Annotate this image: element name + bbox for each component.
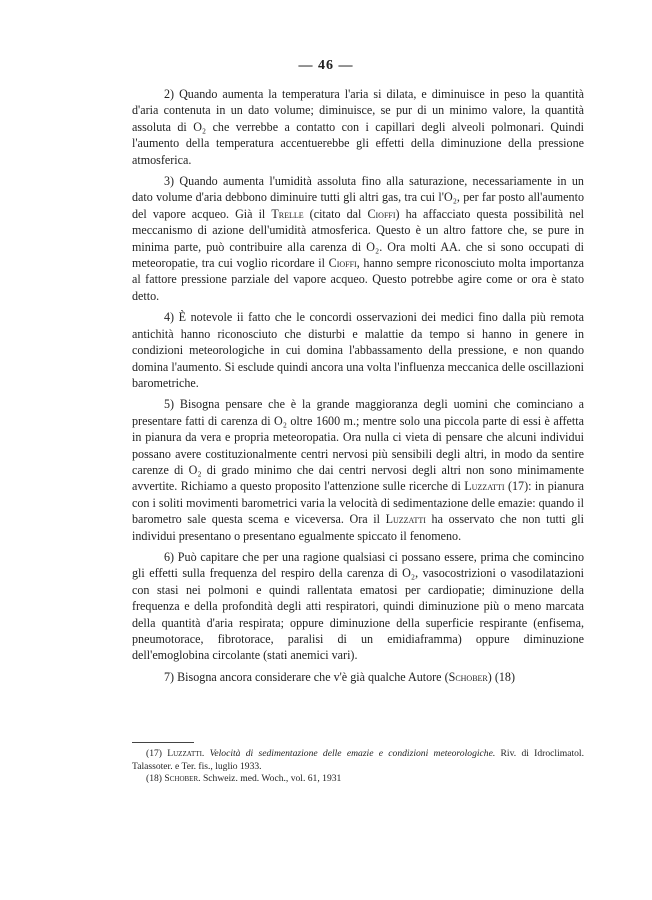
footnote-17 xyxy=(132,748,584,773)
paragraph-text: (17): in pianura con i soliti movimenti barometrici varia la velocità di sedimentazione delle emazie: quando il barometro sale questa scema e viceversa. Ora il xyxy=(132,479,584,527)
paragraph-2 xyxy=(132,86,584,168)
paragraph-text: Quando aumenta la temperatura l'aria si dilata, e diminuisce in peso la quantità d'aria contenuta in un dato volume; diminuisce, se pur di un minimo valore, la quantità assoluta di O₂ che verrebbe a contatto con i capillari degli alveoli polmonari. Quindi l'aumento della temperatura accentuerebbe gli effetti della diminuzione della pressione atmosferica. xyxy=(132,87,584,167)
author-name: Luzzatti xyxy=(464,479,505,494)
footnote-author: Luzzatti. xyxy=(167,748,205,759)
footnote-author: Schober. xyxy=(164,773,201,785)
footnote-source: Schweiz. med. Woch., vol. 61, 1931 xyxy=(202,773,342,785)
paragraph-7 xyxy=(132,669,584,685)
paragraph-text: ) ha affacciato questa possibilità nel meccanismo di azione dell'umidità atmosferica. Questo è un altro fattore che, se pure in minima parte, può contribuire alla carenza di O₂. Ora molti AA. che si sono occupati di meteoropatie, tra cui voglio ricordare il xyxy=(132,206,584,271)
paragraph-3 xyxy=(132,173,584,304)
paragraph-text: (citato dal xyxy=(309,206,362,221)
author-name: Cioffi xyxy=(328,256,357,271)
footnote-ref: (18) xyxy=(146,773,162,785)
paragraph-number: 3) xyxy=(164,174,175,189)
paragraph-number: 2) xyxy=(164,87,175,101)
paragraph-text: ha osservato che non tutti gli individui presentano o presentano egualmente spiccato il fenomeno. xyxy=(132,512,584,543)
paragraph-number: 5) xyxy=(164,397,175,412)
footnote-source: Riv. di Idroclimatol. Talassoter. e Ter. fis., luglio 1933. xyxy=(132,748,584,772)
paragraph-5 xyxy=(132,396,584,544)
footnote-ref: (17) xyxy=(146,748,162,759)
paragraph-text: ) (18) xyxy=(487,669,515,684)
footnote-divider xyxy=(132,742,194,743)
paragraph-text: Può capitare che per una ragione qualsiasi ci possano essere, prima che comincino gli effetti sulla frequenza del respiro della carenza di O₂, vasocostrizioni o vasodilatazioni con stasi nei polmoni e quindi rallentata ematosi per cardiopatie; diminuzione della frequenza e della profondità degli atti respiratori, quindi diminuzione più o meno marcata della quantità d'aria respirata; oppure diminuzione della superficie respirante (enfisema, pneumotorace, fibrotorace, paralisi di un emidiaframma) oppure diminuzione dell'emoglobina circolante (stati anemici vari). xyxy=(132,549,584,663)
footnote-18 xyxy=(132,773,584,786)
paragraph-text: , hanno sempre riconosciuto molta importanza al fattore pressione parziale del vapore acqueo. Questo potrebbe agire come or ora è stato detto. xyxy=(132,256,585,303)
paragraph-number: 4) xyxy=(164,310,175,325)
author-name: Luzzatti xyxy=(385,512,426,527)
paragraph-4 xyxy=(132,309,584,391)
footnote-title: Velocità di sedimentazione delle emazie e condizioni meteorologiche. xyxy=(209,748,496,759)
paragraph-number: 6) xyxy=(164,549,175,564)
paragraph-text: Bisogna pensare che è la grande maggioranza degli uomini che cominciano a presentare fatti di carenza di O₂ oltre 1600 m.; mentre solo una piccola parte di essi è affetta in pianura da vera e propria meteoropatia. Ora nulla ci vieta di pensare che alcuni individui possano avere costituzionalmente centri nervosi più sensibili degli altri, in modo da sentire carenze di O₂ di grado minimo che dai centri nervosi degli altri non sono minimamente avvertite. Richiamo a questo proposito l'attenzione sulle ricerche di xyxy=(132,397,584,494)
paragraph-text: È notevole ii fatto che le concordi osservazioni dei medici fino dalla più remota antichità hanno riconosciuto che disturbi e malattie da tempo si hanno in genere in condizioni meteorologiche in cui domina l'abbassamento della pressione, e non quando domina l'aumento. Si esclude quindi ancora una volta l'influenza meccanica delle oscillazioni barometriche. xyxy=(132,310,584,390)
paragraph-6 xyxy=(132,549,584,664)
author-name: Trelle xyxy=(271,206,304,221)
paragraph-text: Quando aumenta l'umidità assoluta fino alla saturazione, necessariamente in un dato volume d'aria debbono diminuire tutti gli altri gas, tra cui l'O₂, per far posto all'aumento del vapore acqueo. Già il xyxy=(132,174,584,221)
page-number: — 46 — xyxy=(298,58,354,73)
paragraph-text: Bisogna ancora considerare che v'è già qualche Autore ( xyxy=(177,669,449,684)
paragraph-number: 7) xyxy=(164,669,175,684)
author-name: Cioffi xyxy=(367,206,396,221)
footnotes xyxy=(132,748,584,786)
author-name: Schober xyxy=(448,669,488,684)
body-text xyxy=(132,86,584,690)
